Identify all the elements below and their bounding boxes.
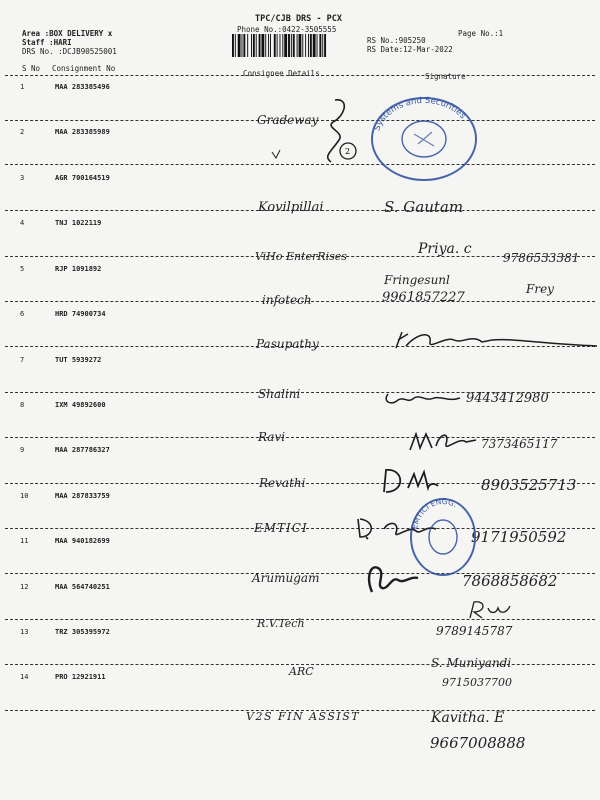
svg-text:EMTICI ENGG. — [410, 497, 459, 530]
handwritten-consignee: Gradeway — [257, 113, 319, 127]
row-number: 8 — [20, 401, 25, 409]
rs-number: RS No.:905250 — [367, 36, 426, 45]
handwritten-phone: 8903525713 — [481, 476, 577, 494]
signature-scribble — [315, 96, 360, 168]
header-rule — [5, 75, 595, 76]
staff-label: Staff :HARI — [22, 38, 72, 47]
handwritten-phone: 9961857227 — [382, 290, 465, 305]
handwritten-phone: 7868858682 — [462, 572, 558, 590]
barcode-bar — [253, 34, 255, 57]
row-number: 7 — [20, 356, 25, 364]
barcode-bar — [322, 34, 323, 57]
handwritten-signature: Priya. c — [418, 241, 472, 257]
handwritten-consignee: ViHo EnterRises — [255, 250, 347, 263]
barcode-bar — [242, 34, 243, 57]
barcode-bar — [319, 34, 321, 57]
consignment-number: AGR 700164519 — [55, 174, 110, 182]
handwritten-consignee: V2S FIN ASSIST — [246, 710, 361, 723]
handwritten-signature: S. Gautam — [384, 198, 464, 216]
barcode-bar — [235, 34, 236, 57]
barcode-bar — [261, 34, 264, 57]
barcode-bar — [251, 34, 252, 57]
consignment-number: TNJ 1022119 — [55, 219, 102, 227]
consignment-number: TRZ 305395972 — [55, 628, 110, 636]
barcode — [232, 34, 357, 57]
company-stamp — [408, 496, 478, 578]
barcode-bar — [317, 34, 318, 57]
consignment-number: IXM 49892600 — [55, 401, 106, 409]
handwritten-consignee: Shalini — [258, 387, 301, 401]
handwritten-consignee: Fringesunl — [384, 273, 450, 287]
barcode-bar — [297, 34, 298, 57]
handwritten-consignee: infotech — [262, 293, 312, 307]
barcode-bar — [277, 34, 278, 57]
consignment-number: TUT 5939272 — [55, 356, 102, 364]
handwritten-signature: Kavitha. E — [431, 710, 505, 726]
barcode-bar — [308, 34, 309, 57]
row-number: 6 — [20, 310, 25, 318]
barcode-bar — [288, 34, 290, 57]
consignment-number: MAA 564740251 — [55, 583, 110, 591]
column-sno: S No — [22, 64, 41, 73]
handwritten-signature: Frey — [526, 282, 554, 296]
barcode-bar — [274, 34, 276, 57]
row-number: 12 — [20, 583, 29, 591]
handwritten-consignee: Kovilpillai — [258, 200, 324, 215]
drs-number: DRS No. :DCJB90525001 — [22, 47, 117, 56]
barcode-bar — [291, 34, 292, 57]
consignment-number: MAA 287786327 — [55, 446, 110, 454]
area-label: Area :BOX DELIVERY x — [22, 29, 113, 38]
column-signature: Signature — [425, 72, 466, 81]
consignment-number: MAA 283385989 — [55, 128, 110, 136]
barcode-bar — [302, 34, 303, 57]
svg-text:2: 2 — [345, 147, 351, 156]
column-consignment: Consignment No — [52, 64, 116, 73]
handwritten-phone: 9667008888 — [430, 734, 526, 752]
barcode-bar — [265, 34, 266, 57]
stamp-text: Systems and Securities — [372, 95, 468, 133]
row-rule — [5, 164, 595, 165]
signature-scribble — [382, 386, 462, 410]
consignment-number: PRO 12921911 — [55, 673, 106, 681]
handwritten-consignee: EMTICI — [254, 521, 308, 535]
consignment-number: MAA 940182699 — [55, 537, 110, 545]
row-number: 4 — [20, 219, 25, 227]
handwritten-consignee: ARC — [289, 665, 314, 678]
column-consignee: Consignee Details — [243, 69, 320, 78]
phone-number: Phone No.:0422-3505555 — [237, 25, 337, 34]
barcode-bar — [232, 34, 234, 57]
row-number: 9 — [20, 446, 25, 454]
row-number: 3 — [20, 174, 25, 182]
consignment-number: MAA 283385496 — [55, 83, 110, 91]
barcode-bar — [305, 34, 306, 57]
row-number: 10 — [20, 492, 29, 500]
handwritten-phone: 7373465117 — [481, 437, 558, 451]
barcode-bar — [243, 34, 245, 57]
consignment-number: HRD 74900734 — [55, 310, 106, 318]
row-number: 1 — [20, 83, 25, 91]
row-number: 13 — [20, 628, 29, 636]
handwritten-consignee: Arumugam — [252, 571, 320, 585]
row-number: 5 — [20, 265, 25, 273]
barcode-bar — [268, 34, 269, 57]
handwritten-phone: 9789145787 — [436, 624, 513, 638]
barcode-bar — [313, 34, 316, 57]
barcode-bar — [270, 34, 271, 57]
barcode-bar — [324, 34, 326, 57]
handwritten-consignee: Ravi — [258, 430, 286, 444]
handwritten-signature: S. Muniyandi — [431, 656, 512, 670]
barcode-bar — [310, 34, 312, 57]
signature-scribble — [380, 466, 440, 496]
handwritten-consignee: R.V.Tech — [257, 617, 305, 630]
consignment-number: RJP 1091892 — [55, 265, 102, 273]
handwritten-phone: 9715037700 — [442, 676, 512, 689]
row-number: 2 — [20, 128, 25, 136]
signature-scribble — [466, 598, 514, 622]
sheet-title: TPC/CJB DRS - PCX — [255, 14, 342, 24]
handwritten-phone: 9443412980 — [466, 391, 549, 406]
barcode-bar — [238, 34, 241, 57]
stamp-text: EMTICI ENGG. — [409, 496, 459, 531]
consignment-number: MAA 287833759 — [55, 492, 110, 500]
row-number: 14 — [20, 673, 29, 681]
barcode-bar — [299, 34, 302, 57]
signature-scribble — [392, 328, 600, 354]
company-stamp — [368, 94, 480, 184]
barcode-bar — [247, 34, 248, 57]
svg-text:Systems and Securities — [372, 96, 467, 132]
signature-scribble — [406, 428, 478, 454]
rs-date: RS Date:12-Mar-2022 — [367, 45, 453, 54]
barcode-bar — [280, 34, 281, 57]
handwritten-phone: 9786533381 — [503, 251, 580, 265]
handwritten-phone: 9171950592 — [471, 528, 567, 546]
tick-mark — [270, 148, 282, 160]
barcode-bar — [282, 34, 283, 57]
page-number: Page No.:1 — [458, 29, 504, 38]
barcode-bar — [284, 34, 287, 57]
row-number: 11 — [20, 537, 29, 545]
barcode-bar — [256, 34, 257, 57]
handwritten-consignee: Pasupathy — [256, 337, 319, 351]
handwritten-consignee: Revathi — [259, 476, 306, 490]
barcode-bar — [293, 34, 295, 57]
barcode-bar — [259, 34, 261, 57]
